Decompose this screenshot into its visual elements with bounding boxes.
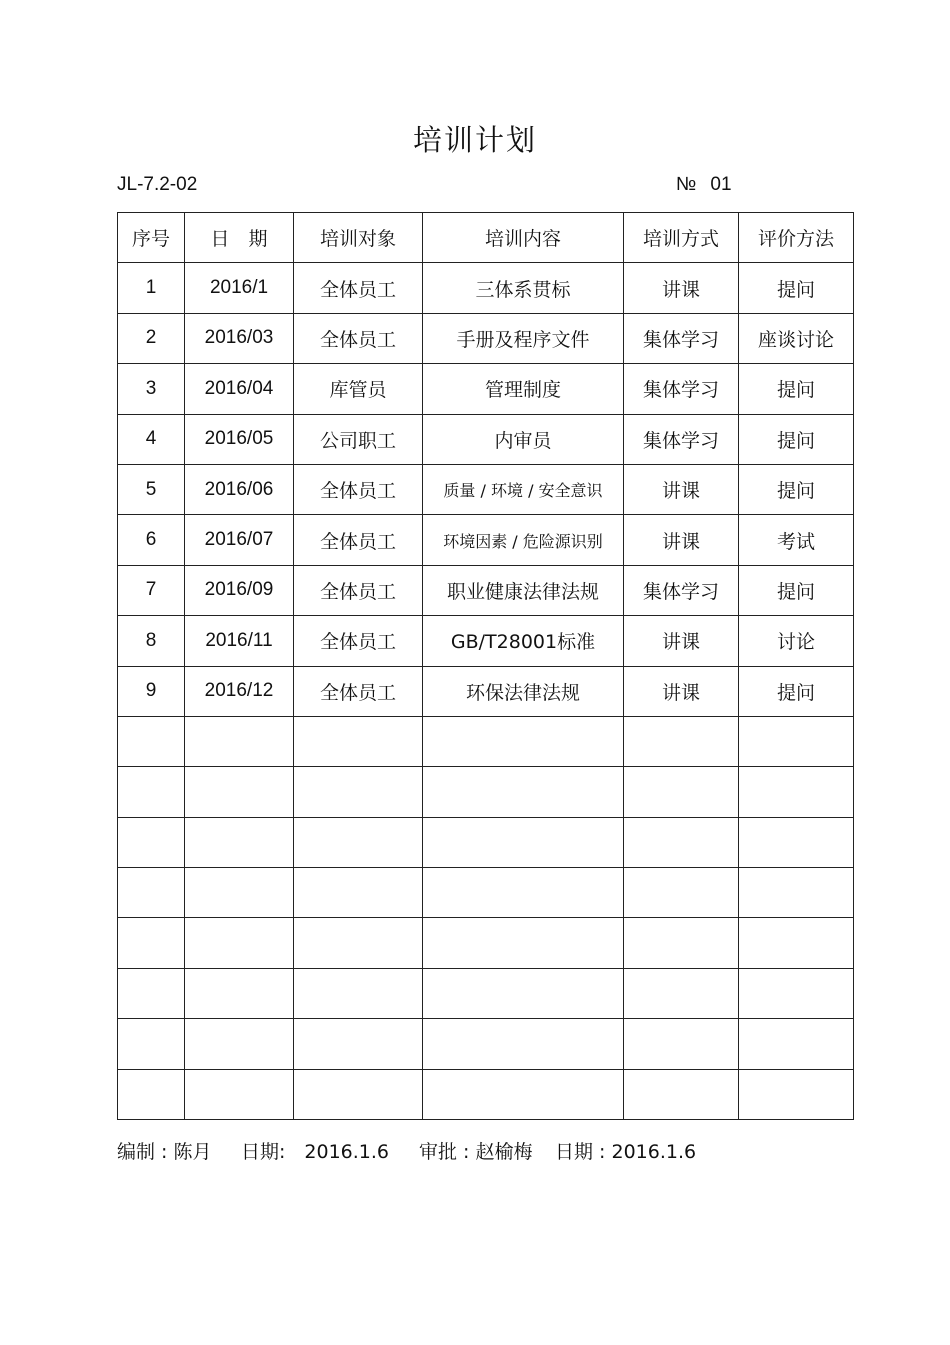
- cell-target: [294, 868, 423, 918]
- table-row: [118, 313, 854, 363]
- cell-content: 质量 / 环境 / 安全意识: [423, 464, 624, 514]
- cell-seq: [118, 1069, 185, 1119]
- cell-date: 2016/09: [185, 565, 294, 615]
- cell-evaluation: 提问: [739, 666, 854, 716]
- compile-date: 日期: 2016.1.6: [241, 1141, 390, 1163]
- cell-date: [185, 1019, 294, 1069]
- cell-method: 讲课: [624, 616, 739, 666]
- header-seq: 序号: [118, 213, 185, 263]
- cell-evaluation: 提问: [739, 364, 854, 414]
- cell-content: [423, 716, 624, 766]
- cell-content: [423, 767, 624, 817]
- cell-target: 库管员: [294, 364, 423, 414]
- cell-target: 全体员工: [294, 464, 423, 514]
- cell-method: 集体学习: [624, 364, 739, 414]
- cell-target: 全体员工: [294, 666, 423, 716]
- table-row: [118, 263, 854, 313]
- cell-seq: 3: [118, 364, 185, 414]
- cell-seq: 6: [118, 515, 185, 565]
- number-symbol: №: [676, 174, 697, 195]
- cell-evaluation: [739, 1019, 854, 1069]
- table-row: [118, 918, 854, 968]
- cell-evaluation: 讨论: [739, 616, 854, 666]
- cell-content: 环境因素 / 危险源识别: [423, 515, 624, 565]
- cell-target: 全体员工: [294, 313, 423, 363]
- cell-seq: 7: [118, 565, 185, 615]
- cell-content: 三体系贯标: [423, 263, 624, 313]
- cell-seq: [118, 968, 185, 1018]
- cell-date: 2016/11: [185, 616, 294, 666]
- cell-evaluation: 座谈讨论: [739, 313, 854, 363]
- table-row: [118, 616, 854, 666]
- cell-method: [624, 968, 739, 1018]
- cell-target: 公司职工: [294, 414, 423, 464]
- approver: 审批 : 赵榆梅: [419, 1141, 533, 1163]
- cell-target: [294, 1019, 423, 1069]
- cell-evaluation: [739, 918, 854, 968]
- cell-date: 2016/1: [185, 263, 294, 313]
- cell-content: 管理制度: [423, 364, 624, 414]
- cell-content: GB/T28001标准: [423, 616, 624, 666]
- cell-content: [423, 1069, 624, 1119]
- cell-method: [624, 868, 739, 918]
- cell-method: 集体学习: [624, 313, 739, 363]
- training-plan-table: [117, 212, 854, 1120]
- cell-evaluation: [739, 868, 854, 918]
- cell-content: [423, 868, 624, 918]
- cell-evaluation: 提问: [739, 414, 854, 464]
- cell-evaluation: 提问: [739, 263, 854, 313]
- cell-date: 2016/03: [185, 313, 294, 363]
- header-target: 培训对象: [294, 213, 423, 263]
- table-row: [118, 565, 854, 615]
- cell-date: [185, 918, 294, 968]
- cell-target: [294, 1069, 423, 1119]
- cell-method: 讲课: [624, 666, 739, 716]
- table-row: [118, 414, 854, 464]
- cell-method: [624, 1019, 739, 1069]
- approve-date: 日期 : 2016.1.6: [555, 1141, 697, 1163]
- cell-evaluation: [739, 767, 854, 817]
- number-value: 01: [710, 174, 732, 195]
- cell-date: 2016/05: [185, 414, 294, 464]
- cell-method: 讲课: [624, 515, 739, 565]
- header-evaluation: 评价方法: [739, 213, 854, 263]
- cell-date: [185, 767, 294, 817]
- cell-content: [423, 918, 624, 968]
- table-row: [118, 364, 854, 414]
- cell-target: 全体员工: [294, 263, 423, 313]
- cell-seq: 2: [118, 313, 185, 363]
- cell-date: 2016/12: [185, 666, 294, 716]
- cell-method: [624, 918, 739, 968]
- document-code: JL-7.2-02: [117, 174, 198, 195]
- header-date: 日 期: [185, 213, 294, 263]
- cell-date: [185, 868, 294, 918]
- cell-target: [294, 767, 423, 817]
- table-row: [118, 817, 854, 867]
- table-row: [118, 666, 854, 716]
- table-row: [118, 968, 854, 1018]
- cell-evaluation: [739, 1069, 854, 1119]
- cell-seq: [118, 1019, 185, 1069]
- cell-seq: 1: [118, 263, 185, 313]
- cell-seq: [118, 767, 185, 817]
- cell-content: 内审员: [423, 414, 624, 464]
- cell-content: 职业健康法律法规: [423, 565, 624, 615]
- cell-seq: [118, 817, 185, 867]
- cell-seq: [118, 918, 185, 968]
- cell-evaluation: [739, 968, 854, 1018]
- cell-date: [185, 817, 294, 867]
- cell-target: 全体员工: [294, 616, 423, 666]
- cell-date: 2016/07: [185, 515, 294, 565]
- cell-date: 2016/04: [185, 364, 294, 414]
- cell-seq: 5: [118, 464, 185, 514]
- cell-evaluation: 提问: [739, 565, 854, 615]
- header-method: 培训方式: [624, 213, 739, 263]
- cell-evaluation: [739, 716, 854, 766]
- cell-method: 讲课: [624, 263, 739, 313]
- cell-evaluation: [739, 817, 854, 867]
- cell-method: [624, 767, 739, 817]
- cell-content: 手册及程序文件: [423, 313, 624, 363]
- table-row: [118, 1019, 854, 1069]
- signature-footer: [117, 1137, 696, 1164]
- cell-seq: [118, 868, 185, 918]
- cell-method: [624, 716, 739, 766]
- cell-method: 讲课: [624, 464, 739, 514]
- cell-content: [423, 1019, 624, 1069]
- page-title: 培训计划: [412, 123, 537, 157]
- cell-target: [294, 968, 423, 1018]
- cell-target: 全体员工: [294, 565, 423, 615]
- cell-content: [423, 968, 624, 1018]
- cell-date: [185, 1069, 294, 1119]
- table-row: [118, 515, 854, 565]
- cell-seq: 9: [118, 666, 185, 716]
- cell-method: 集体学习: [624, 414, 739, 464]
- cell-target: [294, 817, 423, 867]
- table-row: [118, 1069, 854, 1119]
- cell-content: 环保法律法规: [423, 666, 624, 716]
- cell-seq: 8: [118, 616, 185, 666]
- cell-evaluation: 提问: [739, 464, 854, 514]
- cell-target: [294, 716, 423, 766]
- cell-target: [294, 918, 423, 968]
- table-row: [118, 464, 854, 514]
- cell-target: 全体员工: [294, 515, 423, 565]
- compiler: 编制 : 陈月: [117, 1141, 212, 1163]
- cell-method: [624, 817, 739, 867]
- cell-method: [624, 1069, 739, 1119]
- cell-date: [185, 968, 294, 1018]
- table-row: [118, 868, 854, 918]
- table-row: [118, 767, 854, 817]
- document-number: [676, 174, 732, 196]
- header-content: 培训内容: [423, 213, 624, 263]
- table-row: [118, 716, 854, 766]
- table-header-row: [118, 213, 854, 263]
- cell-date: 2016/06: [185, 464, 294, 514]
- cell-method: 集体学习: [624, 565, 739, 615]
- cell-seq: 4: [118, 414, 185, 464]
- cell-evaluation: 考试: [739, 515, 854, 565]
- cell-content: [423, 817, 624, 867]
- cell-date: [185, 716, 294, 766]
- cell-seq: [118, 716, 185, 766]
